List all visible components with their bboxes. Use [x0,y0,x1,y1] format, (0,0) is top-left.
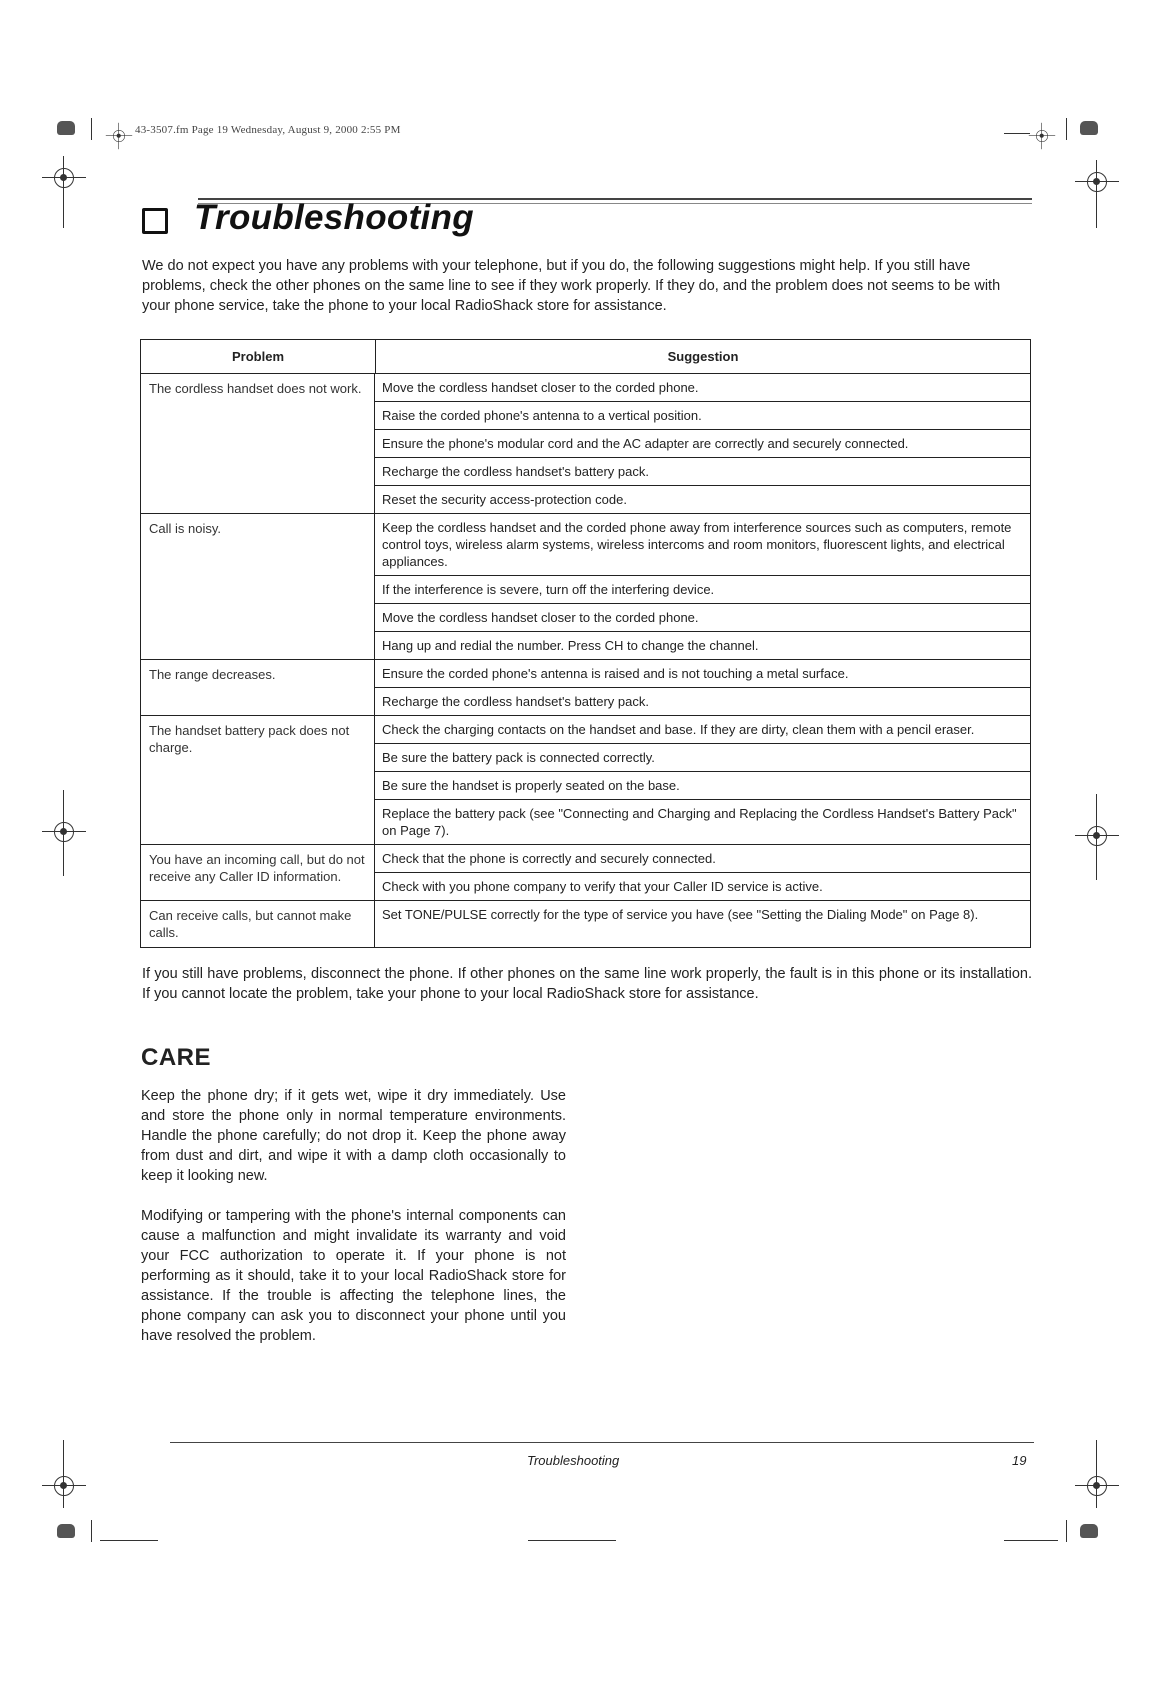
suggestion-cell: If the interference is severe, turn off the interfering device. [375,576,1030,604]
registration-blob-icon [1080,121,1098,135]
registration-blob-icon [57,121,75,135]
table-row-group [141,901,1030,947]
table-row-group [141,845,1030,901]
crop-mark [1004,1540,1058,1541]
problem-cell: You have an incoming call, but do not receive any Caller ID information. [141,845,375,900]
registration-crosshair-icon [1075,814,1119,858]
footer-rule [170,1442,1034,1443]
care-paragraph-2: Modifying or tampering with the phone's internal components can cause a malfunction and might invalidate its warranty and void your FCC authorization to operate it. If your phone is not performing as it should, take it to your local RadioShack store for assistance. If the trouble is affecting the telephone lines, the phone company can ask you to disconnect your phone until you have resolved the problem. [141,1208,566,1344]
problem-cell: Call is noisy. [141,514,375,659]
problem-cell: The range decreases. [141,660,375,715]
suggestion-cell: Set TONE/PULSE correctly for the type of service you have (see "Setting the Dialing Mode" on Page 8). [382,907,979,922]
suggestion-cell: Reset the security access-protection code. [382,492,627,507]
care-heading: CARE [141,1044,212,1071]
checkbox-icon [142,208,168,234]
crop-mark [63,790,64,812]
footer-section-title: Troubleshooting [527,1453,620,1468]
suggestion-cell: Check the charging contacts on the handset and base. If they are dirty, clean them with a pencil eraser. [375,716,1030,744]
suggestion-cell: Hang up and redial the number. Press CH to change the channel. [382,638,759,653]
table-row-group [141,374,1030,514]
suggestion-cell: Recharge the cordless handset's battery pack. [375,458,1030,486]
suggestion-cell: Be sure the battery pack is connected correctly. [375,744,1030,772]
print-header: 43-3507.fm Page 19 Wednesday, August 9, 2000 2:55 PM [135,124,401,136]
crop-mark [1066,1520,1067,1542]
column-header-suggestion: Suggestion [667,349,739,364]
suggestion-cell: Move the cordless handset closer to the corded phone. [375,604,1030,632]
crop-mark [63,854,64,876]
registration-crosshair-icon [106,123,132,149]
registration-blob-icon [1080,1524,1098,1538]
crop-mark [1096,794,1097,816]
page-title: Troubleshooting [194,198,474,237]
table-row-group [141,660,1030,716]
registration-crosshair-icon [1029,123,1055,149]
crop-mark [1096,1440,1097,1466]
crop-mark [1004,133,1030,134]
page-number: 19 [1012,1453,1027,1468]
crop-mark [91,118,92,140]
intro-paragraph: We do not expect you have any problems with your telephone, but if you do, the following suggestions might help. If you still have problems, check the other phones on the same line to see if they work properly. If they do, and the problem does not seems to be with your phone service, take the phone to your local RadioShack store for assistance. [142,258,1001,314]
suggestion-cell: Check with you phone company to verify that your Caller ID service is active. [382,879,823,894]
suggestion-cell: Be sure the handset is properly seated on the base. [375,772,1030,800]
suggestion-cell: Move the cordless handset closer to the corded phone. [375,374,1030,402]
suggestion-cell: Replace the battery pack (see "Connecting and Charging and Replacing the Cordless Handset's Battery Pack" on Page 7). [382,806,1017,838]
registration-crosshair-icon [42,1464,86,1508]
crop-mark [1066,118,1067,140]
problem-cell: The handset battery pack does not charge. [141,716,375,844]
problem-cell: Can receive calls, but cannot make calls. [141,901,375,947]
crop-mark [1096,858,1097,880]
table-row-group [141,514,1030,660]
crop-mark [63,1440,64,1466]
suggestion-cell: Raise the corded phone's antenna to a vertical position. [375,402,1030,430]
problem-cell: The cordless handset does not work. [141,374,375,513]
registration-blob-icon [57,1524,75,1538]
suggestion-cell: Ensure the phone's modular cord and the AC adapter are correctly and securely connected. [375,430,1030,458]
suggestion-cell: Ensure the corded phone's antenna is raised and is not touching a metal surface. [375,660,1030,688]
column-header-problem: Problem [141,340,376,373]
crop-mark [1096,204,1097,228]
troubleshooting-table [140,339,1031,948]
suggestion-cell: Check that the phone is correctly and securely connected. [375,845,1030,873]
registration-crosshair-icon [1075,1464,1119,1508]
suggestion-cell: Keep the cordless handset and the corded phone away from interference sources such as computers, remote control toys, wireless alarm systems, wireless intercoms and room monitors, fluorescent lights, and electrical appliances. [375,514,1030,576]
crop-mark [91,1520,92,1542]
table-row-group [141,716,1030,845]
care-paragraph-1: Keep the phone dry; if it gets wet, wipe it dry immediately. Use and store the phone only in normal temperature environments. Handle the phone carefully; do not drop it. Keep the phone away from dust and dirt, and wipe it with a damp cloth occasionally to keep it looking new. [141,1088,566,1184]
crop-mark [100,1540,158,1541]
table-header [141,340,1030,374]
registration-crosshair-icon [1075,160,1119,204]
registration-crosshair-icon [42,156,86,200]
crop-mark [63,200,64,228]
registration-crosshair-icon [42,810,86,854]
crop-mark [528,1540,616,1541]
followup-paragraph: If you still have problems, disconnect the phone. If other phones on the same line work properly, the fault is in this phone or its installation. If you cannot locate the problem, take your phone to your local RadioShack store for assistance. [142,966,1032,1002]
suggestion-cell: Recharge the cordless handset's battery pack. [382,694,649,709]
